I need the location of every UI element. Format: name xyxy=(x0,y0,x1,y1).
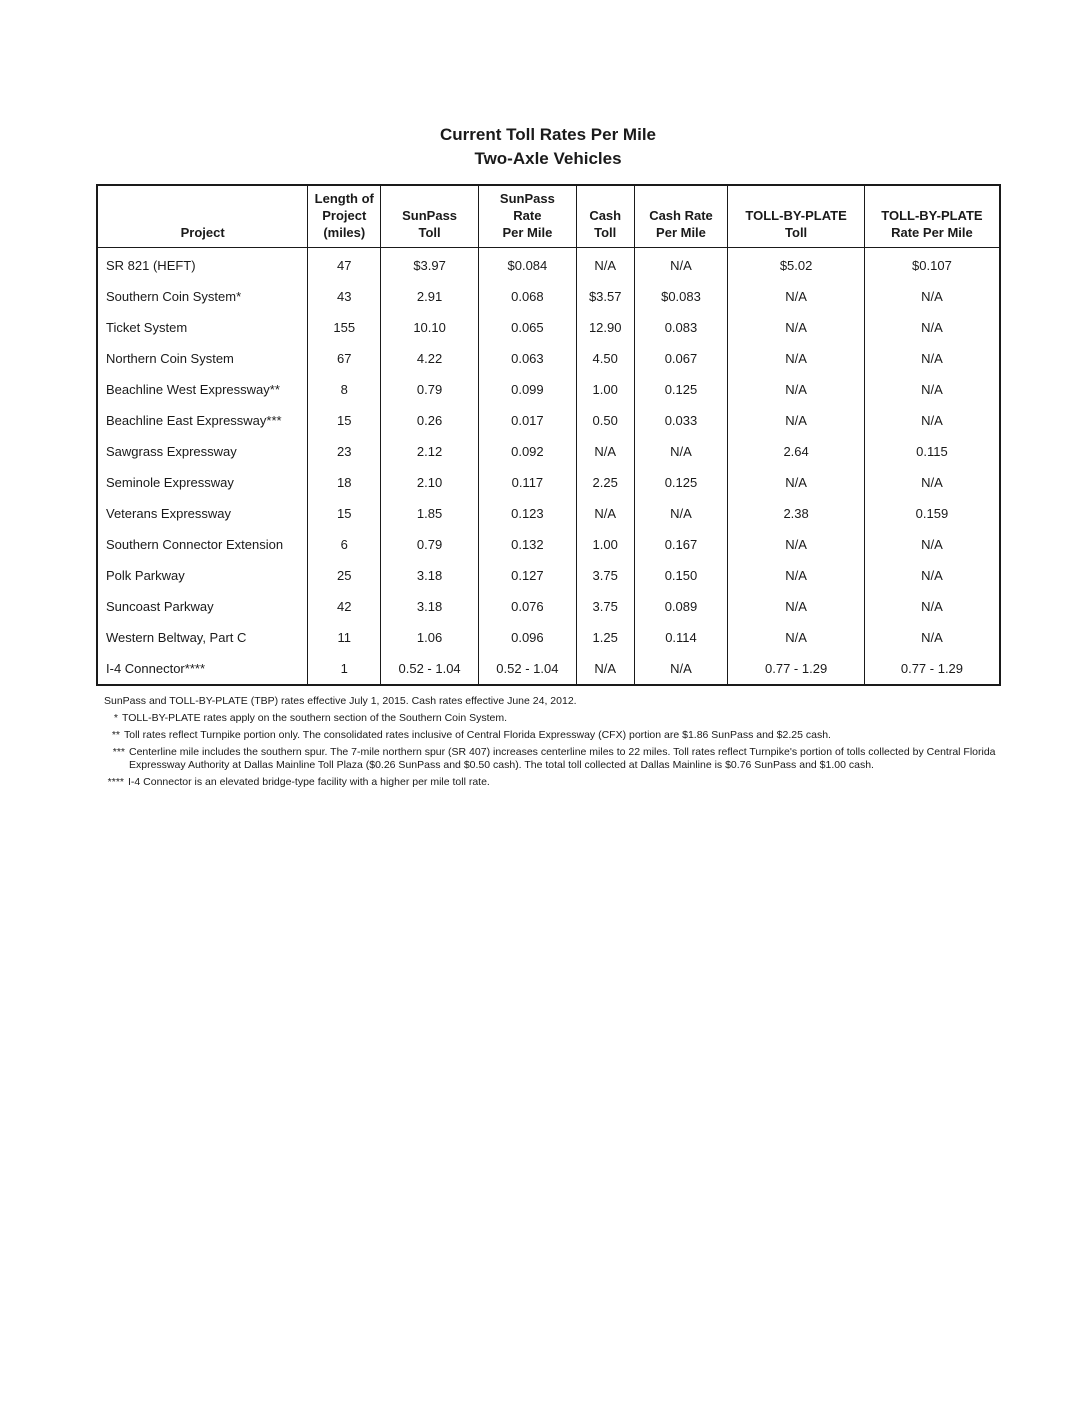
cell-sunpass-toll: $3.97 xyxy=(381,248,479,282)
cell-project: Suncoast Parkway xyxy=(106,599,214,614)
cell-sunpass-rate: 0.117 xyxy=(478,467,576,498)
header-cash-toll: Cash Toll xyxy=(576,185,634,248)
header-project: Project xyxy=(97,185,308,248)
footnote-mark: *** xyxy=(112,746,125,758)
cell-sunpass-toll: 4.22 xyxy=(381,343,479,374)
cell-length: 1 xyxy=(308,653,381,685)
cell-tbp-toll: $5.02 xyxy=(728,248,865,282)
cell-tbp-rate: N/A xyxy=(864,591,1000,622)
cell-cash-toll: N/A xyxy=(576,436,634,467)
cell-project: Western Beltway, Part C xyxy=(106,630,247,645)
table-row xyxy=(97,281,1000,312)
cell-sunpass-rate: 0.132 xyxy=(478,529,576,560)
cell-length: 43 xyxy=(308,281,381,312)
footnote-4 xyxy=(104,776,1004,789)
table-row xyxy=(97,405,1000,436)
cell-length: 8 xyxy=(308,374,381,405)
cell-tbp-rate: N/A xyxy=(864,467,1000,498)
cell-sunpass-toll: 0.79 xyxy=(381,529,479,560)
cell-length: 155 xyxy=(308,312,381,343)
cell-sunpass-rate: 0.076 xyxy=(478,591,576,622)
cell-sunpass-rate: 0.065 xyxy=(478,312,576,343)
cell-sunpass-toll: 2.10 xyxy=(381,467,479,498)
cell-sunpass-toll: 0.52 - 1.04 xyxy=(381,653,479,685)
cell-tbp-toll: N/A xyxy=(728,622,865,653)
footnote-text: Toll rates reflect Turnpike portion only. The consolidated rates inclusive of Central Florida Expressway (CFX) portion are $1.86 SunPass and $2.25 cash. xyxy=(124,729,831,741)
cell-sunpass-rate: 0.063 xyxy=(478,343,576,374)
cell-tbp-toll: N/A xyxy=(728,343,865,374)
cell-sunpass-rate: 0.099 xyxy=(478,374,576,405)
footnote-text: I-4 Connector is an elevated bridge-type facility with a higher per mile toll rate. xyxy=(128,776,490,788)
table-row xyxy=(97,467,1000,498)
table-row xyxy=(97,560,1000,591)
cell-tbp-toll: N/A xyxy=(728,312,865,343)
footnote-mark: **** xyxy=(107,776,124,788)
cell-project: Southern Coin System* xyxy=(106,289,242,304)
cell-tbp-rate: $0.107 xyxy=(864,248,1000,282)
cell-tbp-rate: N/A xyxy=(864,281,1000,312)
table-row xyxy=(97,436,1000,467)
cell-sunpass-toll: 1.85 xyxy=(381,498,479,529)
cell-cash-toll: N/A xyxy=(576,653,634,685)
cell-cash-rate: 0.150 xyxy=(634,560,728,591)
cell-sunpass-toll: 0.26 xyxy=(381,405,479,436)
footnote-mark: ** xyxy=(111,729,120,741)
cell-tbp-toll: N/A xyxy=(728,281,865,312)
cell-length: 25 xyxy=(308,560,381,591)
cell-cash-toll: 2.25 xyxy=(576,467,634,498)
cell-tbp-rate: 0.159 xyxy=(864,498,1000,529)
cell-cash-toll: 4.50 xyxy=(576,343,634,374)
cell-sunpass-rate: 0.52 - 1.04 xyxy=(478,653,576,685)
cell-cash-rate: N/A xyxy=(634,248,728,282)
cell-project: Northern Coin System xyxy=(106,351,234,366)
cell-tbp-rate: N/A xyxy=(864,343,1000,374)
cell-sunpass-toll: 2.91 xyxy=(381,281,479,312)
table-row xyxy=(97,591,1000,622)
header-tbp-toll: TOLL-BY-PLATE Toll xyxy=(728,185,865,248)
table-row xyxy=(97,248,1000,282)
cell-tbp-rate: N/A xyxy=(864,622,1000,653)
cell-cash-rate: 0.125 xyxy=(634,374,728,405)
footnote-mark: * xyxy=(113,712,118,724)
cell-tbp-toll: 2.38 xyxy=(728,498,865,529)
cell-tbp-toll: N/A xyxy=(728,405,865,436)
cell-cash-rate: 0.067 xyxy=(634,343,728,374)
cell-sunpass-toll: 2.12 xyxy=(381,436,479,467)
cell-tbp-rate: N/A xyxy=(864,405,1000,436)
header-cash-rate: Cash Rate Per Mile xyxy=(634,185,728,248)
cell-tbp-toll: N/A xyxy=(728,560,865,591)
cell-sunpass-toll: 1.06 xyxy=(381,622,479,653)
cell-length: 11 xyxy=(308,622,381,653)
table-row xyxy=(97,312,1000,343)
cell-cash-rate: $0.083 xyxy=(634,281,728,312)
effective-date-note: SunPass and TOLL-BY-PLATE (TBP) rates effective July 1, 2015. Cash rates effective June 24, 2012. xyxy=(104,695,577,707)
table-row xyxy=(97,374,1000,405)
cell-cash-rate: 0.089 xyxy=(634,591,728,622)
cell-sunpass-toll: 3.18 xyxy=(381,591,479,622)
cell-length: 18 xyxy=(308,467,381,498)
cell-sunpass-rate: 0.127 xyxy=(478,560,576,591)
footnote-1 xyxy=(104,712,1004,725)
cell-cash-rate: 0.125 xyxy=(634,467,728,498)
cell-project: Polk Parkway xyxy=(106,568,185,583)
cell-cash-toll: 3.75 xyxy=(576,560,634,591)
cell-project: Ticket System xyxy=(106,320,188,335)
table-row xyxy=(97,343,1000,374)
cell-project: Southern Connector Extension xyxy=(106,537,284,552)
cell-sunpass-rate: 0.092 xyxy=(478,436,576,467)
cell-sunpass-rate: 0.123 xyxy=(478,498,576,529)
cell-tbp-toll: 0.77 - 1.29 xyxy=(728,653,865,685)
cell-tbp-rate: N/A xyxy=(864,560,1000,591)
cell-cash-toll: 1.25 xyxy=(576,622,634,653)
cell-length: 42 xyxy=(308,591,381,622)
header-sunpass-rate: SunPass Rate Per Mile xyxy=(478,185,576,248)
cell-tbp-rate: N/A xyxy=(864,312,1000,343)
page-title: Current Toll Rates Per Mile xyxy=(439,125,656,144)
cell-tbp-rate: 0.77 - 1.29 xyxy=(864,653,1000,685)
cell-length: 67 xyxy=(308,343,381,374)
footnote-2 xyxy=(104,729,1004,742)
cell-sunpass-toll: 0.79 xyxy=(381,374,479,405)
cell-tbp-toll: N/A xyxy=(728,591,865,622)
cell-cash-rate: N/A xyxy=(634,498,728,529)
header-length: Length of Project (miles) xyxy=(308,185,381,248)
cell-project: Seminole Expressway xyxy=(106,475,234,490)
cell-sunpass-toll: 3.18 xyxy=(381,560,479,591)
cell-tbp-rate: 0.115 xyxy=(864,436,1000,467)
header-tbp-rate: TOLL-BY-PLATE Rate Per Mile xyxy=(864,185,1000,248)
cell-project: Veterans Expressway xyxy=(106,506,232,521)
document-title-block xyxy=(0,123,1088,171)
cell-cash-toll: 0.50 xyxy=(576,405,634,436)
table-row xyxy=(97,498,1000,529)
footnotes xyxy=(104,695,1004,793)
cell-cash-toll: 1.00 xyxy=(576,529,634,560)
cell-cash-rate: 0.033 xyxy=(634,405,728,436)
footnote-text: TOLL-BY-PLATE rates apply on the southern section of the Southern Coin System. xyxy=(122,712,508,724)
cell-length: 47 xyxy=(308,248,381,282)
table-row xyxy=(97,622,1000,653)
cell-cash-toll: N/A xyxy=(576,498,634,529)
cell-cash-rate: N/A xyxy=(634,653,728,685)
cell-sunpass-rate: 0.096 xyxy=(478,622,576,653)
cell-project: I-4 Connector**** xyxy=(106,661,205,676)
table-row xyxy=(97,653,1000,685)
cell-length: 15 xyxy=(308,405,381,436)
table-row xyxy=(97,529,1000,560)
cell-sunpass-rate: $0.084 xyxy=(478,248,576,282)
cell-cash-rate: 0.083 xyxy=(634,312,728,343)
cell-project: Beachline West Expressway** xyxy=(106,382,280,397)
cell-sunpass-rate: 0.068 xyxy=(478,281,576,312)
cell-cash-rate: 0.114 xyxy=(634,622,728,653)
cell-tbp-toll: N/A xyxy=(728,529,865,560)
cell-tbp-toll: N/A xyxy=(728,467,865,498)
cell-sunpass-toll: 10.10 xyxy=(381,312,479,343)
cell-cash-rate: 0.167 xyxy=(634,529,728,560)
cell-cash-toll: 3.75 xyxy=(576,591,634,622)
page-subtitle: Two-Axle Vehicles xyxy=(474,149,622,168)
toll-rates-table xyxy=(96,184,1001,686)
cell-project: Sawgrass Expressway xyxy=(106,444,237,459)
table-header-row xyxy=(97,185,1000,248)
cell-cash-rate: N/A xyxy=(634,436,728,467)
table-body xyxy=(97,248,1000,686)
cell-tbp-toll: N/A xyxy=(728,374,865,405)
cell-cash-toll: N/A xyxy=(576,248,634,282)
cell-cash-toll: 1.00 xyxy=(576,374,634,405)
header-sunpass-toll: SunPass Toll xyxy=(381,185,479,248)
cell-cash-toll: 12.90 xyxy=(576,312,634,343)
cell-tbp-rate: N/A xyxy=(864,374,1000,405)
cell-length: 6 xyxy=(308,529,381,560)
footnote-text: Centerline mile includes the southern spur. The 7-mile northern spur (SR 407) increases centerline miles to 22 miles. Toll rates reflect Turnpike's portion of tolls collected by Central Florida Expressway Authority at Dallas Mainline Toll Plaza ($0.26 SunPass and $0.50 cash). The total toll collected at Dallas Mainline is $0.76 SunPass and $1.00 cash. xyxy=(129,746,996,771)
cell-project: SR 821 (HEFT) xyxy=(106,258,196,273)
cell-sunpass-rate: 0.017 xyxy=(478,405,576,436)
cell-cash-toll: $3.57 xyxy=(576,281,634,312)
cell-length: 23 xyxy=(308,436,381,467)
cell-tbp-toll: 2.64 xyxy=(728,436,865,467)
cell-project: Beachline East Expressway*** xyxy=(106,413,282,428)
footnote-3 xyxy=(104,746,1004,772)
cell-tbp-rate: N/A xyxy=(864,529,1000,560)
cell-length: 15 xyxy=(308,498,381,529)
